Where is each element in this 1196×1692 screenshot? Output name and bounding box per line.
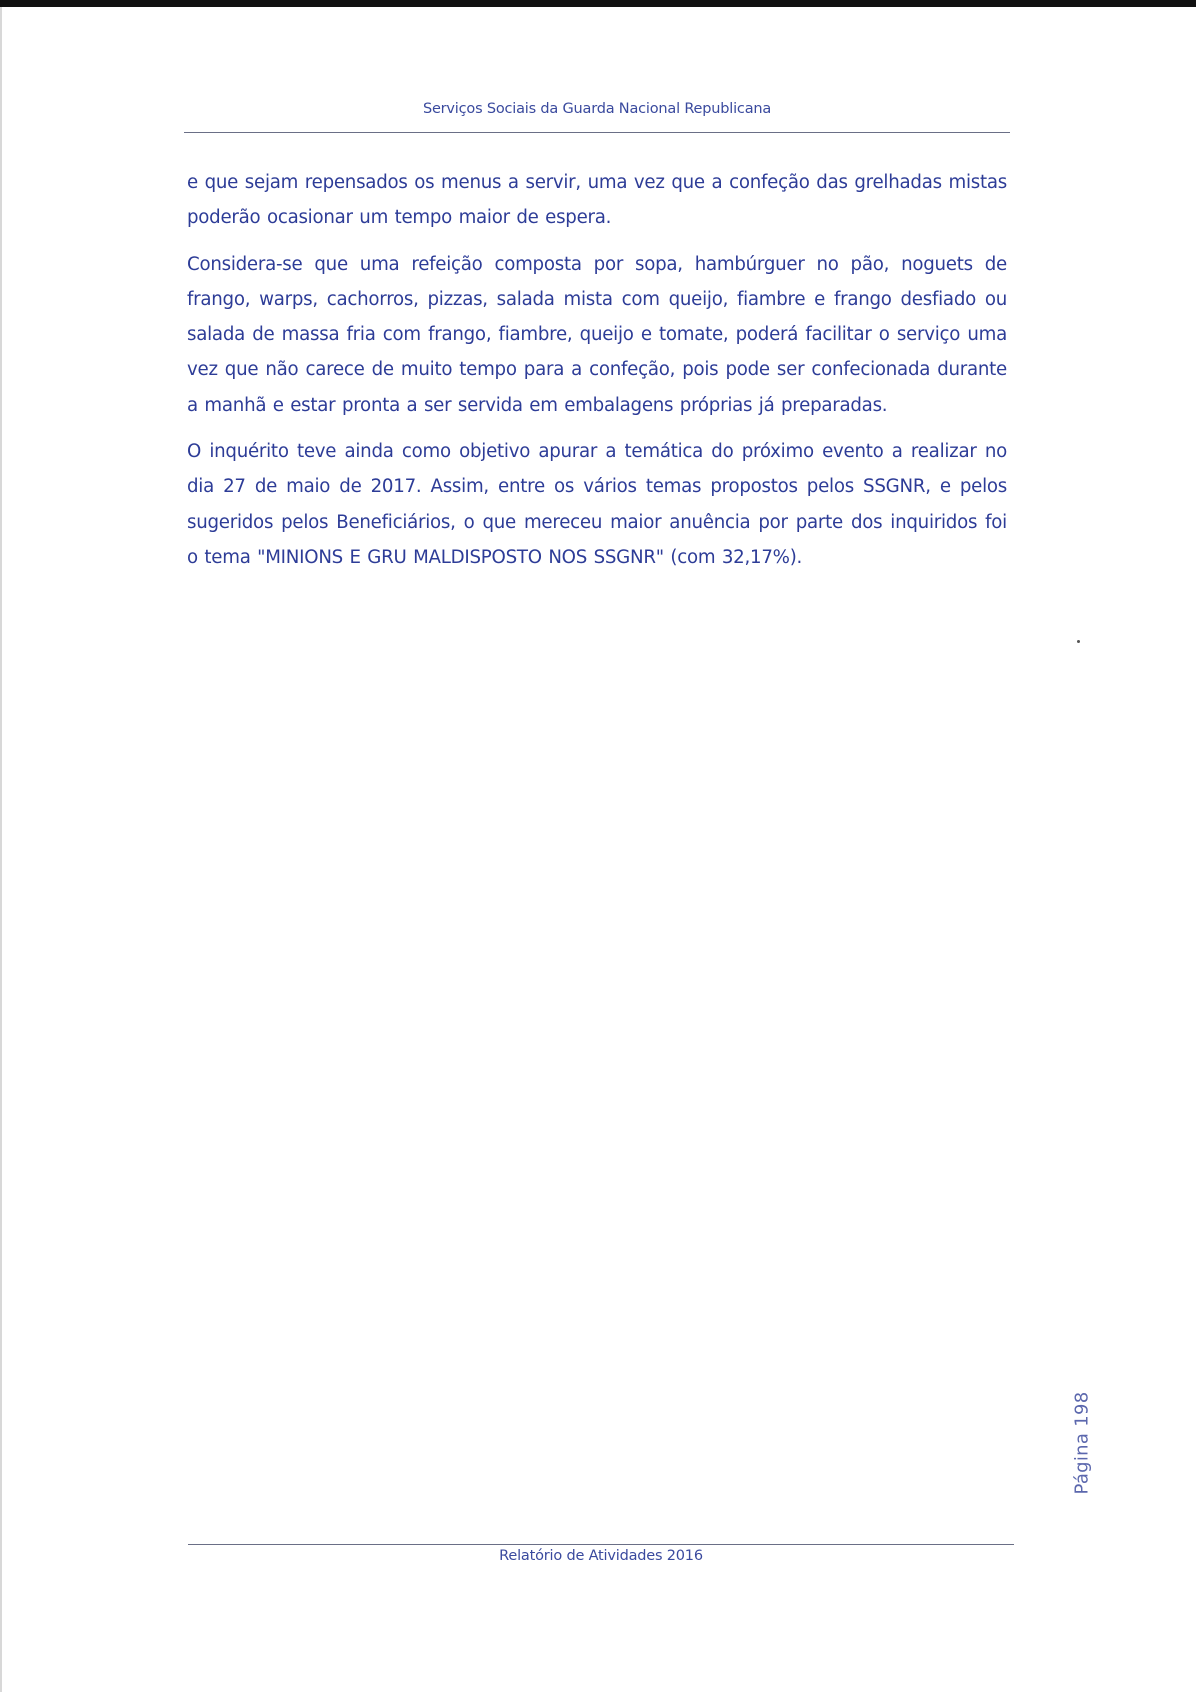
scan-left-edge <box>0 7 2 1692</box>
paragraph-3: O inquérito teve ainda como objetivo apurar a temática do próximo evento a realizar no dia 27 de maio de 2017. Assim, entre os vários temas propostos pelos SSGNR, e pelos sugeridos pelos Beneficiários, o que mereceu maior anuência por parte dos inquiridos foi o tema "MINIONS E GRU MALDISPOSTO NOS SSGNR" (com 32,17%). <box>187 441 1007 568</box>
paragraph-1: e que sejam repensados os menus a servir, uma vez que a confeção das grelhadas mistas poderão ocasionar um tempo maior de espera. <box>187 172 1007 229</box>
body-text <box>187 165 1007 586</box>
header-divider <box>184 132 1010 133</box>
paragraph-2: Considera-se que uma refeição composta por sopa, hambúrguer no pão, noguets de frango, warps, cachorros, pizzas, salada mista com queijo, fiambre e frango desfiado ou salada de massa fria com frango, fiambre, queijo e tomate, poderá facilitar o serviço uma vez que não carece de muito tempo para a confeção, pois pode ser confecionada durante a manhã e estar pronta a ser servida em embalagens próprias já preparadas. <box>187 253 1007 416</box>
footer-divider <box>188 1544 1014 1545</box>
page-number: Página 198 <box>1071 1391 1093 1495</box>
scan-top-border <box>0 0 1196 7</box>
page-footer-title: Relatório de Atividades 2016 <box>499 1548 703 1564</box>
page-header-title: Serviços Sociais da Guarda Nacional Republicana <box>422 101 772 117</box>
scan-speck <box>1077 640 1080 643</box>
